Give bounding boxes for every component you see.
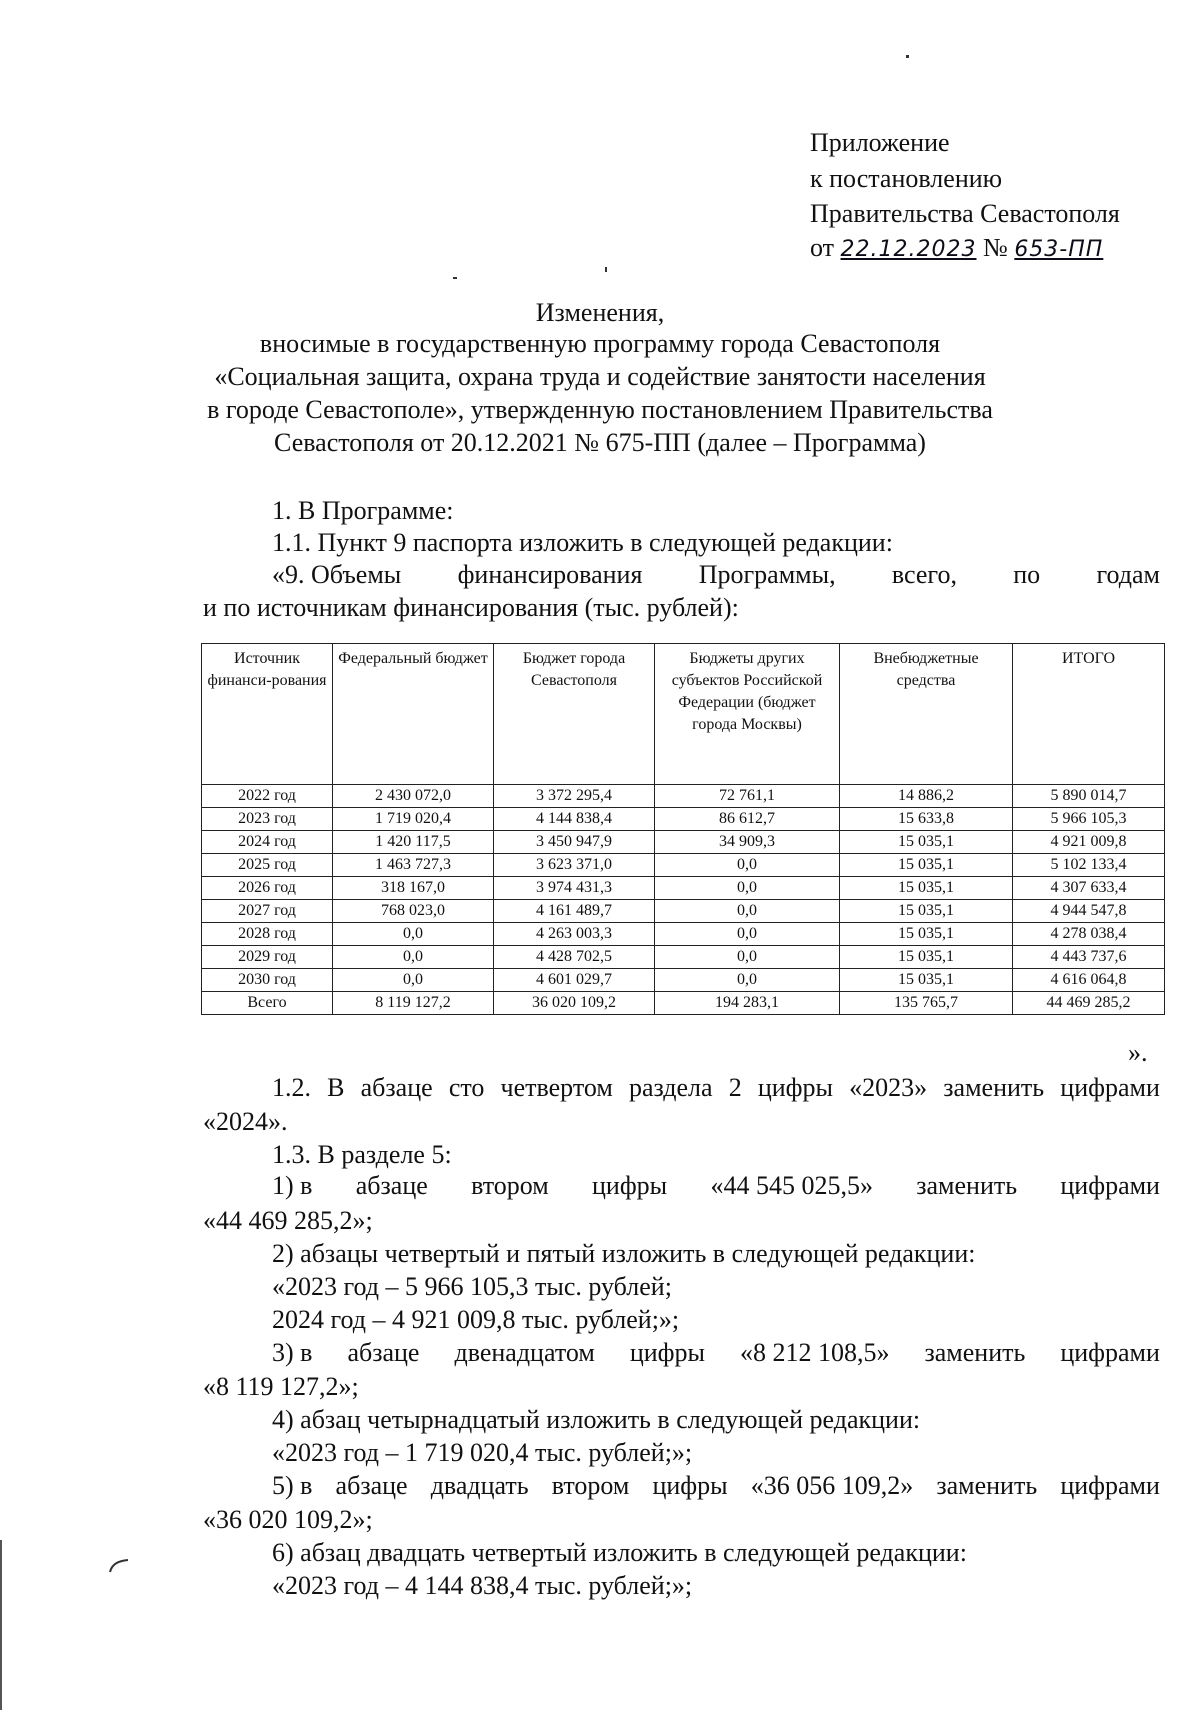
cell-federal: 768 023,0 <box>333 900 494 923</box>
word: абзаце <box>360 1073 433 1102</box>
col-header-extrabudget: Внебюджетные средства <box>840 644 1013 785</box>
sub-item-5-line-1 <box>272 1470 1160 1502</box>
col-header-other-subjects: Бюджеты других субъектов Российской Федерации (бюджет города Москвы) <box>655 644 840 785</box>
word: втором <box>471 1171 549 1200</box>
cell-extrabudget: 15 633,8 <box>840 808 1013 831</box>
cell-federal: 318 167,0 <box>333 877 494 900</box>
cell-city: 4 263 003,3 <box>494 923 655 946</box>
word: заменить <box>916 1171 1018 1200</box>
cell-extrabudget: 15 035,1 <box>840 946 1013 969</box>
word: финансирования <box>457 560 643 589</box>
cell-total: 5 890 014,7 <box>1013 785 1165 808</box>
col-header-source: Источник финанси-рования <box>202 644 333 785</box>
word: В <box>327 1073 345 1102</box>
cell-total: 4 944 547,8 <box>1013 900 1165 923</box>
sub-item-5-line-2: «36 020 109,2»; <box>203 1505 373 1534</box>
cell-total-label: Всего <box>202 992 333 1015</box>
cell-other: 0,0 <box>655 969 840 992</box>
cell-year: 2025 год <box>202 854 333 877</box>
item-1-3: 1.3. В разделе 5: <box>272 1140 452 1169</box>
cell-total: 44 469 285,2 <box>1013 992 1165 1015</box>
title-line-2: вносимые в государственную программу города Севастополя <box>259 329 941 358</box>
sub-item-2-quote-1: «2023 год – 5 966 105,3 тыс. рублей; <box>272 1272 672 1301</box>
number-prefix: № <box>983 233 1008 262</box>
cell-extrabudget: 14 886,2 <box>840 785 1013 808</box>
sub-item-1-line-2: «44 469 285,2»; <box>203 1206 373 1235</box>
table-row <box>202 923 1165 946</box>
word: раздела <box>628 1073 713 1102</box>
word: цифрами <box>1060 1171 1160 1200</box>
word: цифры <box>757 1073 833 1102</box>
cell-city: 4 161 489,7 <box>494 900 655 923</box>
appendix-date-line <box>810 232 1103 266</box>
sub-item-3-line-2: «8 119 127,2»; <box>203 1372 359 1401</box>
scan-speck <box>906 55 909 58</box>
word: цифры <box>629 1338 705 1367</box>
sub-item-6-quote: «2023 год – 4 144 838,4 тыс. рублей;»; <box>272 1571 693 1600</box>
word: 1.2. <box>272 1073 311 1102</box>
word: заменить <box>943 1073 1045 1102</box>
table-row <box>202 877 1165 900</box>
word: всего, <box>891 560 957 589</box>
word: двадцать <box>430 1471 529 1500</box>
word: «36 056 109,2» <box>750 1471 914 1500</box>
word: 5) в <box>272 1471 313 1500</box>
cell-total: 4 307 633,4 <box>1013 877 1165 900</box>
word: двенадцатом <box>454 1338 595 1367</box>
cell-extrabudget: 15 035,1 <box>840 831 1013 854</box>
word: цифрами <box>1060 1471 1160 1500</box>
table-row <box>202 785 1165 808</box>
cell-total: 4 278 038,4 <box>1013 923 1165 946</box>
word: по <box>1013 560 1041 589</box>
sub-item-2-quote-2: 2024 год – 4 921 009,8 тыс. рублей;»; <box>272 1305 680 1334</box>
item-9-line-2: и по источникам финансирования (тыс. рублей): <box>203 593 739 622</box>
cell-city: 4 428 702,5 <box>494 946 655 969</box>
cell-city: 3 372 295,4 <box>494 785 655 808</box>
title-line-5: Севастополя от 20.12.2021 № 675-ПП (далее – Программа) <box>274 428 926 457</box>
cell-other: 194 283,1 <box>655 992 840 1015</box>
item-9-line-1 <box>272 559 1160 591</box>
cell-extrabudget: 15 035,1 <box>840 969 1013 992</box>
cell-total: 4 443 737,6 <box>1013 946 1165 969</box>
word: заменить <box>936 1471 1038 1500</box>
cell-year: 2027 год <box>202 900 333 923</box>
cell-city: 3 623 371,0 <box>494 854 655 877</box>
word: «44 545 025,5» <box>710 1171 873 1200</box>
cell-year: 2024 год <box>202 831 333 854</box>
cell-extrabudget: 15 035,1 <box>840 923 1013 946</box>
cell-other: 0,0 <box>655 923 840 946</box>
cell-year: 2030 год <box>202 969 333 992</box>
table-closing-quote: ». <box>1128 1038 1148 1067</box>
cell-city: 3 450 947,9 <box>494 831 655 854</box>
sub-item-3-line-1 <box>272 1337 1160 1369</box>
scan-speck <box>605 267 607 272</box>
word: заменить <box>924 1338 1026 1367</box>
cell-federal: 0,0 <box>333 969 494 992</box>
sub-item-2: 2) абзацы четвертый и пятый изложить в следующей редакции: <box>272 1239 976 1268</box>
title-line-4: в городе Севастополе», утвержденную постановлением Правительства <box>207 395 993 424</box>
word: сто <box>448 1073 485 1102</box>
cell-other: 0,0 <box>655 900 840 923</box>
word: втором <box>551 1471 630 1500</box>
appendix-government: Правительства Севастополя <box>810 199 1120 228</box>
cell-federal: 0,0 <box>333 923 494 946</box>
word: 1) в <box>272 1171 313 1200</box>
sub-item-4: 4) абзац четырнадцатый изложить в следующей редакции: <box>272 1405 921 1434</box>
cell-total: 4 616 064,8 <box>1013 969 1165 992</box>
sub-item-4-quote: «2023 год – 1 719 020,4 тыс. рублей;»; <box>272 1438 693 1467</box>
col-header-total: ИТОГО <box>1013 644 1165 785</box>
handwritten-date: 22.12.2023 <box>840 237 977 262</box>
cell-other: 0,0 <box>655 877 840 900</box>
word: «2023» <box>849 1073 928 1102</box>
cell-federal: 1 420 117,5 <box>333 831 494 854</box>
appendix-label: Приложение <box>810 128 950 157</box>
word: цифры <box>652 1471 728 1500</box>
word: Программы, <box>698 560 836 589</box>
cell-year: 2028 год <box>202 923 333 946</box>
sub-item-6: 6) абзац двадцать четвертый изложить в следующей редакции: <box>272 1538 967 1567</box>
word: четвертом <box>500 1073 613 1102</box>
cell-total: 5 966 105,3 <box>1013 808 1165 831</box>
title-line-1: Изменения, <box>535 298 665 327</box>
word: «9. Объемы <box>272 560 402 589</box>
table-row <box>202 831 1165 854</box>
cell-year: 2023 год <box>202 808 333 831</box>
cell-city: 36 020 109,2 <box>494 992 655 1015</box>
cell-other: 0,0 <box>655 946 840 969</box>
sub-item-1-line-1 <box>272 1170 1160 1202</box>
cell-extrabudget: 15 035,1 <box>840 877 1013 900</box>
cell-city: 4 601 029,7 <box>494 969 655 992</box>
cell-extrabudget: 15 035,1 <box>840 900 1013 923</box>
cell-federal: 0,0 <box>333 946 494 969</box>
section-1-heading: 1. В Программе: <box>272 496 454 525</box>
financing-table <box>201 643 1165 1015</box>
table-header-row <box>202 644 1165 785</box>
word: абзаце <box>355 1171 428 1200</box>
scan-mark <box>108 1558 130 1574</box>
table-row <box>202 946 1165 969</box>
cell-city: 4 144 838,4 <box>494 808 655 831</box>
word: абзаце <box>347 1338 420 1367</box>
table-row <box>202 854 1165 877</box>
cell-federal: 1 463 727,3 <box>333 854 494 877</box>
table-total-row <box>202 992 1165 1015</box>
cell-extrabudget: 135 765,7 <box>840 992 1013 1015</box>
date-prefix: от <box>810 233 835 262</box>
word: цифрами <box>1060 1338 1160 1367</box>
table-row <box>202 969 1165 992</box>
scan-speck <box>453 277 457 279</box>
cell-other: 86 612,7 <box>655 808 840 831</box>
col-header-federal: Федеральный бюджет <box>333 644 494 785</box>
title-line-3: «Социальная защита, охрана труда и содействие занятости населения <box>214 362 986 391</box>
word: цифрами <box>1060 1073 1160 1102</box>
word: годам <box>1096 560 1160 589</box>
item-1-2-line-2: «2024». <box>203 1107 288 1136</box>
cell-other: 72 761,1 <box>655 785 840 808</box>
scan-edge <box>0 1540 2 1710</box>
cell-federal: 2 430 072,0 <box>333 785 494 808</box>
word: абзаце <box>335 1471 408 1500</box>
cell-other: 34 909,3 <box>655 831 840 854</box>
cell-total: 5 102 133,4 <box>1013 854 1165 877</box>
word: «8 212 108,5» <box>739 1338 890 1367</box>
appendix-to-decree: к постановлению <box>810 164 1003 193</box>
cell-total: 4 921 009,8 <box>1013 831 1165 854</box>
cell-extrabudget: 15 035,1 <box>840 854 1013 877</box>
table-row <box>202 808 1165 831</box>
item-1-2-line-1 <box>272 1072 1160 1104</box>
word: цифры <box>591 1171 668 1200</box>
cell-year: 2026 год <box>202 877 333 900</box>
cell-city: 3 974 431,3 <box>494 877 655 900</box>
cell-year: 2029 год <box>202 946 333 969</box>
cell-federal: 8 119 127,2 <box>333 992 494 1015</box>
word: 3) в <box>272 1338 313 1367</box>
col-header-city: Бюджет города Севастополя <box>494 644 655 785</box>
item-1-1: 1.1. Пункт 9 паспорта изложить в следующей редакции: <box>272 528 893 557</box>
word: 2 <box>728 1073 742 1102</box>
handwritten-number: 653-ПП <box>1014 237 1104 262</box>
cell-other: 0,0 <box>655 854 840 877</box>
cell-year: 2022 год <box>202 785 333 808</box>
cell-federal: 1 719 020,4 <box>333 808 494 831</box>
table-row <box>202 900 1165 923</box>
